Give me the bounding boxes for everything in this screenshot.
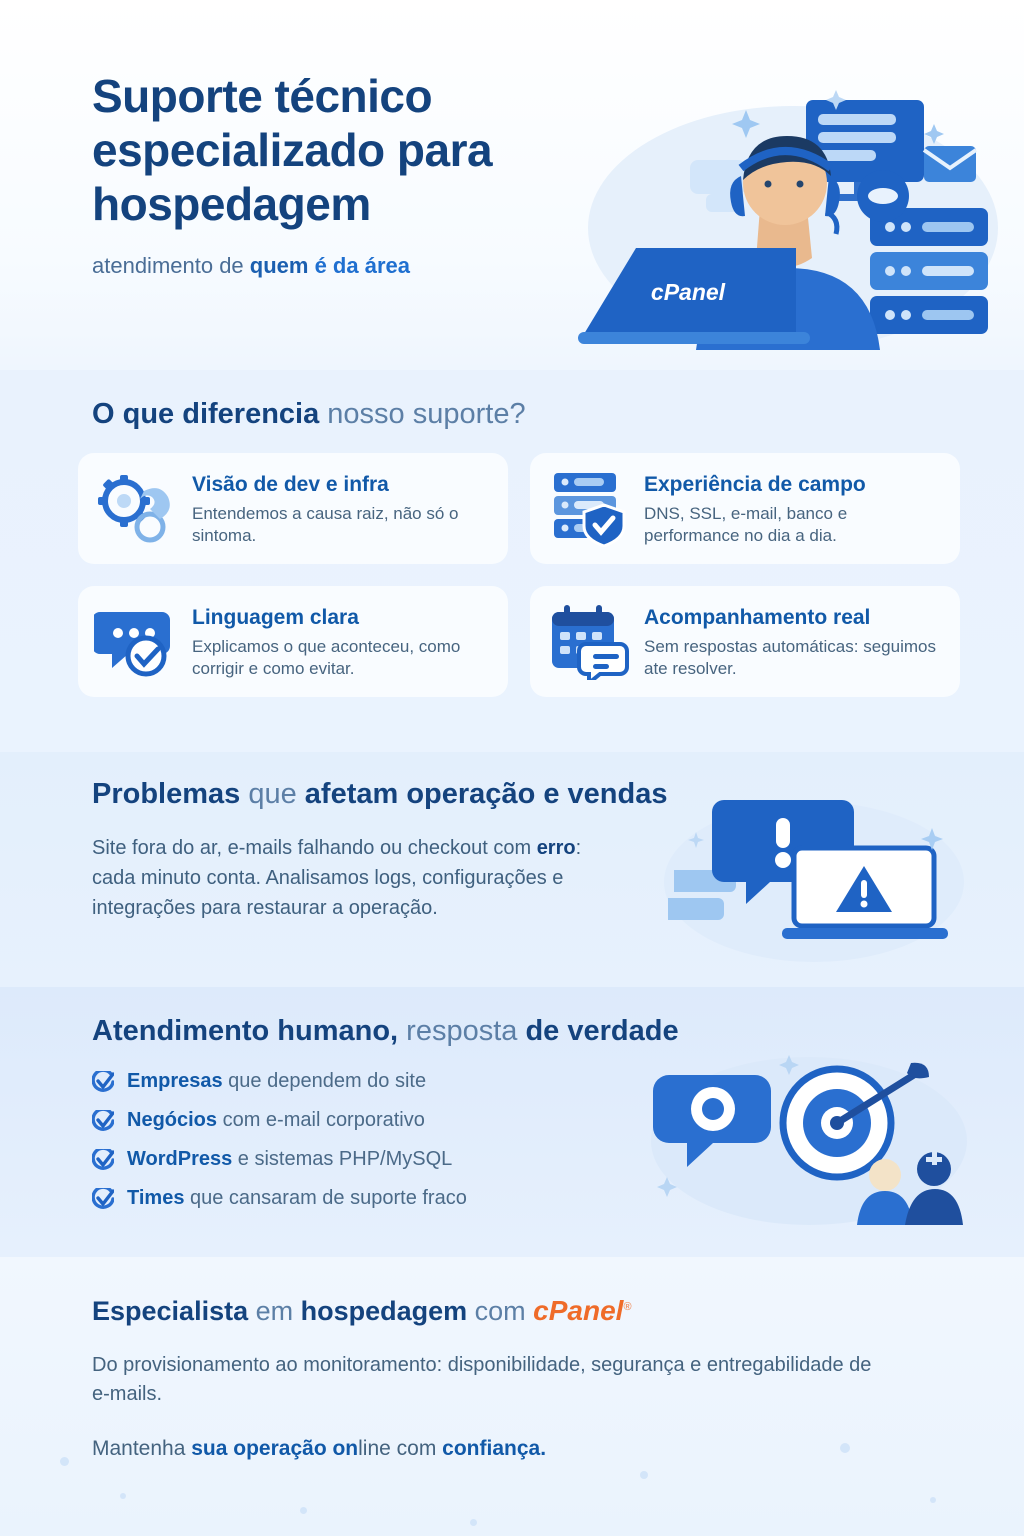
final-title-light-2: com: [467, 1296, 534, 1326]
problems-section: [0, 752, 1024, 987]
check-icon: [92, 1149, 114, 1171]
problems-illustration: [664, 792, 964, 962]
hero-subtitle-accent: é da área: [314, 253, 410, 279]
human-support-illustration: [649, 1045, 969, 1225]
page-title: [92, 70, 612, 231]
final-title-bold-1: Especialista: [92, 1296, 249, 1326]
card-dev-infra: [78, 453, 508, 564]
card-dev-infra-text: Entendemos a causa raiz, não só o sintoma.: [192, 504, 459, 546]
title-line-1: Suporte técnico: [92, 70, 433, 122]
decor-dot: [640, 1471, 648, 1479]
calendar-chat-icon: [546, 602, 630, 680]
problems-title-light: que: [240, 778, 305, 810]
cpanel-trademark: ®: [623, 1301, 632, 1313]
final-section: [0, 1257, 1024, 1536]
decor-dot: [470, 1519, 477, 1526]
check-icon: [92, 1188, 114, 1210]
problems-title-bold-2: afetam operação e vendas: [304, 778, 668, 810]
hero-section: [0, 0, 1024, 370]
list-item-bold: WordPress: [127, 1148, 233, 1170]
human-title-light: resposta: [398, 1015, 526, 1047]
final-title-light-1: em: [248, 1296, 301, 1326]
final-title-bold-2: hospedagem: [300, 1296, 468, 1326]
card-real-followup-text: Sem respostas automáticas: seguimos ate resolver.: [644, 636, 936, 679]
differential-title: [92, 398, 1024, 431]
title-line-3: hospedagem: [92, 177, 371, 230]
list-item-rest: que dependem do site: [222, 1070, 427, 1092]
card-clear-language: [78, 586, 508, 697]
decor-dot: [930, 1497, 936, 1503]
differential-title-bold: O que diferencia: [92, 398, 320, 430]
card-clear-language-text: Explicamos o que aconteceu, como corrigir e como evitar.: [192, 636, 461, 679]
differential-card-grid: [78, 453, 1024, 697]
list-item-rest: e sistemas PHP/MySQL: [232, 1148, 453, 1170]
card-field-experience-title: Experiência de campo: [644, 473, 866, 496]
check-icon: [92, 1071, 114, 1093]
target-team-icon: [649, 1045, 969, 1225]
problems-body-bold: erro: [536, 837, 576, 859]
hero-subtitle-bold: quem: [249, 253, 315, 279]
final-kicker-bold2: confiança.: [442, 1437, 547, 1460]
laptop-cpanel-label: cPanel: [650, 279, 726, 305]
list-item-rest: que cansaram de suporte fraco: [184, 1187, 467, 1209]
list-item-bold: Times: [127, 1187, 185, 1209]
card-clear-language-title: Linguagem clara: [192, 605, 359, 629]
human-support-title: [92, 1015, 1024, 1048]
card-dev-infra-title: Visão de dev e infra: [192, 473, 389, 496]
support-agent-illustration: [578, 88, 998, 350]
alert-laptop-icon: [664, 792, 964, 962]
title-line-2: especializado para: [92, 123, 493, 176]
human-support-section: [0, 987, 1024, 1257]
chat-check-icon: [94, 602, 178, 680]
final-kicker: [92, 1437, 1024, 1461]
hero-subtitle-plain: atendimento de: [92, 253, 250, 279]
human-title-bold-1: Atendimento humano,: [92, 1015, 399, 1047]
final-kicker-part1: Mantenha: [92, 1437, 192, 1460]
check-icon: [92, 1110, 114, 1132]
cpanel-brand: cPanel: [533, 1295, 624, 1326]
differential-section: [0, 370, 1024, 752]
card-field-experience: [530, 453, 960, 564]
list-item-rest: com e-mail corporativo: [217, 1109, 425, 1131]
final-title: [92, 1295, 1024, 1327]
final-kicker-part2: line com: [358, 1437, 443, 1460]
human-title-bold-2: de verdade: [525, 1015, 679, 1047]
hero-illustration: [578, 88, 998, 350]
card-real-followup: [530, 586, 960, 697]
decor-dot: [300, 1507, 307, 1514]
problems-title-bold-1: Problemas: [92, 778, 241, 810]
differential-title-light: nosso suporte?: [319, 398, 526, 430]
decor-dot: [840, 1443, 850, 1453]
gears-wrench-icon: [94, 469, 178, 547]
list-item-bold: Negócios: [127, 1109, 218, 1131]
card-real-followup-title: Acompanhamento real: [644, 605, 871, 629]
problems-body-part1: Site fora do ar, e-mails falhando ou checkout com: [92, 837, 537, 859]
server-shield-icon: [546, 469, 630, 547]
problems-body-part2: : cada minuto conta. Analisamos logs, configurações e integrações para restaurar a operação.: [92, 837, 582, 919]
final-kicker-bold1: sua operação on: [191, 1437, 359, 1460]
problems-body: [92, 833, 592, 923]
list-item-bold: Empresas: [127, 1070, 223, 1092]
final-body: Do provisionamento ao monitoramento: disponibilidade, segurança e entregabilidade de e-mails.: [92, 1354, 872, 1405]
card-field-experience-text: DNS, SSL, e-mail, banco e performance no dia a dia.: [644, 504, 848, 546]
decor-dot: [120, 1493, 126, 1499]
decor-dot: [60, 1457, 69, 1466]
